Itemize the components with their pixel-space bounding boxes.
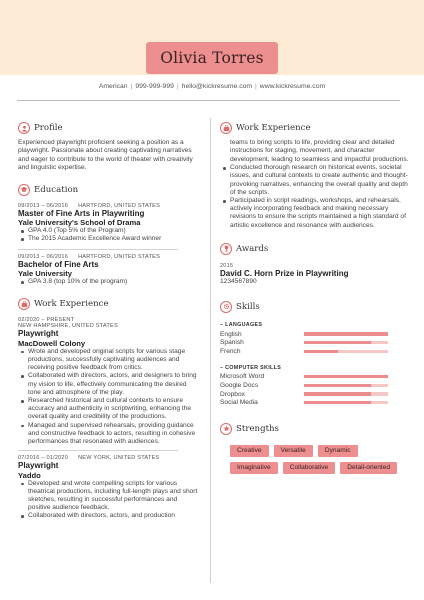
list-item: Wrote and developed original scripts for various stage productions, successfully captivating audiences and receiving positive feedback from critics. — [18, 348, 201, 373]
strength-tag: Imaginative — [230, 462, 278, 474]
bullet-list — [220, 164, 410, 230]
skill-level — [304, 392, 371, 395]
dates: 09/2013 – 06/2016 — [18, 202, 69, 209]
skills-heading — [220, 299, 410, 315]
skill-row — [220, 398, 410, 407]
profile-heading — [18, 120, 201, 136]
school: Yale University's School of Drama — [18, 218, 141, 228]
skill-bar — [304, 341, 388, 344]
job-role: Playwright — [18, 329, 59, 339]
skill-row — [220, 390, 410, 399]
bullet-list — [18, 480, 201, 521]
list-item: Researched historical and cultural contexts to ensure accuracy and authenticity in scriptwriting, enhancing the overall quality and credibility of the productions. — [18, 397, 201, 422]
skill-bar — [304, 332, 388, 335]
email[interactable]: hello@kickresume.com — [181, 83, 253, 90]
skill-name: Social Media — [220, 399, 258, 407]
strengths-heading — [220, 421, 410, 437]
strength-tag: Creative — [230, 445, 269, 457]
list-item: GPA 4.0 (Top 5% of the Program) — [18, 227, 201, 235]
skill-name: Spanish — [220, 339, 244, 347]
star-icon — [220, 423, 232, 435]
strength-tags — [220, 445, 400, 474]
bullet-list — [18, 227, 201, 243]
bullet-list — [18, 278, 201, 286]
skill-level — [304, 384, 371, 387]
header-divider — [17, 100, 400, 101]
skill-name: English — [220, 330, 242, 338]
trophy-icon — [220, 243, 232, 255]
person-icon — [18, 122, 30, 134]
award-name: David C. Horn Prize in Playwriting — [220, 268, 349, 278]
work-continued-heading — [220, 120, 410, 136]
skill-bar — [304, 392, 388, 395]
gear-icon — [220, 301, 232, 313]
briefcase-icon — [220, 122, 232, 134]
list-item: Developed and wrote compelling scripts for various theatrical productions, including full-length plays and short sketches, resulting in successful performances and positive audience feedback. — [18, 480, 201, 513]
list-item: Collaborated with directors, actors, and designers to bring my vision to life, effectively communicating the desired tone and atmosphere of the play. — [18, 372, 201, 397]
education-item — [18, 203, 201, 244]
section-title: Awards — [236, 243, 269, 254]
location: NEW YORK, UNITED STATES — [78, 455, 160, 462]
profile-text: Experienced playwright proficient seeking a position as a playwright. Passionate about creating captivating narratives and eager to contribute to the world of theater with creativity and linguistic expertise. — [18, 139, 193, 172]
skill-level — [304, 332, 388, 335]
location: HARTFORD, UNITED STATES — [78, 202, 161, 209]
skill-row — [220, 373, 410, 382]
skill-level — [304, 401, 371, 404]
briefcase-icon — [18, 298, 30, 310]
award-id: 1234567890 — [220, 278, 257, 286]
list-item: GPA 3.8 (top 10% of the program) — [18, 278, 201, 286]
section-title: Work Experience — [34, 299, 109, 310]
skill-name: Google Docs — [220, 381, 259, 389]
graduation-cap-icon — [18, 184, 30, 196]
phone: 999-999-999 — [135, 83, 174, 90]
separator: | — [255, 83, 257, 90]
location: NEW HAMPSHIRE, UNITED STATES — [18, 323, 118, 330]
strength-tag: Dynamic — [318, 445, 358, 457]
work-heading — [18, 296, 201, 312]
item-divider — [18, 249, 178, 250]
skill-bar — [304, 350, 388, 353]
skill-group-heading: – COMPUTER SKILLS — [220, 364, 282, 371]
section-title: Strengths — [236, 423, 279, 434]
award-year: 2015 — [220, 262, 234, 269]
contact-line — [0, 83, 424, 90]
skill-level — [304, 375, 388, 378]
column-divider — [210, 118, 211, 583]
list-item: Collaborated with directors, actors, and production — [18, 512, 201, 520]
skill-level — [304, 350, 338, 353]
strength-tag: Detail-oriented — [340, 462, 397, 474]
continuation-text: teams to bring scripts to life, providing clear and detailed instructions for staging, movement, and character development, leading to seamless and impactful productions. — [230, 139, 409, 163]
section-title: Education — [34, 184, 79, 195]
skill-row — [220, 347, 410, 356]
education-item — [18, 254, 201, 287]
degree: Master of Fine Arts in Playwriting — [18, 208, 145, 218]
list-item: The 2015 Academic Excellence Award winner — [18, 235, 201, 243]
skill-name: French — [220, 347, 241, 355]
skill-group-languages — [220, 322, 410, 356]
work-item — [18, 455, 201, 521]
awards-heading — [220, 241, 410, 257]
location: HARTFORD, UNITED STATES — [78, 253, 161, 260]
dates: 07/2016 – 01/2020 — [18, 455, 69, 462]
skill-bar — [304, 401, 388, 404]
section-title: Profile — [34, 123, 63, 133]
item-divider — [18, 450, 178, 451]
list-item: Managed and supervised rehearsals, providing guidance and constructive feedback to actors, resulting in cohesive performances that resonated with audiences. — [18, 422, 201, 447]
skill-name: Microsoft Word — [220, 373, 265, 381]
skill-row — [220, 338, 410, 347]
company: Yaddo — [18, 470, 41, 480]
skill-row — [220, 381, 410, 390]
right-column — [220, 120, 410, 474]
education-heading — [18, 182, 201, 198]
name-plate — [146, 42, 278, 74]
list-item: Conducted thorough research on historical events, societal issues, and cultural contexts to create authentic and thought-provoking narratives, enhancing the overall quality and depth of the scripts. — [220, 164, 410, 197]
skill-bar — [304, 375, 388, 378]
skill-group-heading: – LANGUAGES — [220, 321, 263, 328]
candidate-name: Olivia Torres — [160, 49, 264, 67]
strength-tag: Versatile — [274, 445, 313, 457]
bullet-list — [18, 348, 201, 446]
company: MacDowell Colony — [18, 338, 86, 348]
section-title: Work Experience — [236, 123, 311, 133]
separator: | — [130, 83, 133, 90]
skill-group-computer — [220, 365, 410, 407]
school: Yale University — [18, 269, 73, 279]
dates: 02/2020 – PRESENT — [18, 317, 75, 324]
skill-name: Dropbox — [220, 390, 245, 398]
section-title: Skills — [236, 301, 260, 312]
skill-row — [220, 330, 410, 339]
separator: | — [176, 83, 179, 90]
website[interactable]: www.kickresume.com — [259, 83, 326, 90]
skill-level — [304, 341, 371, 344]
left-column — [18, 120, 201, 521]
job-role: Playwright — [18, 461, 59, 471]
skill-bar — [304, 384, 388, 387]
degree: Bachelor of Fine Arts — [18, 259, 99, 269]
strength-tag: Collaborative — [283, 462, 335, 474]
work-item — [18, 317, 201, 446]
dates: 09/2013 – 06/2016 — [18, 253, 69, 260]
list-item: Participated in script readings, workshops, and rehearsals, actively incorporating feedback and making necessary revisions to ensure the scripts maintained a high standard of artistic excellence and resonance with audiences. — [220, 197, 410, 230]
nationality: American — [98, 83, 128, 90]
award-item — [220, 263, 410, 287]
